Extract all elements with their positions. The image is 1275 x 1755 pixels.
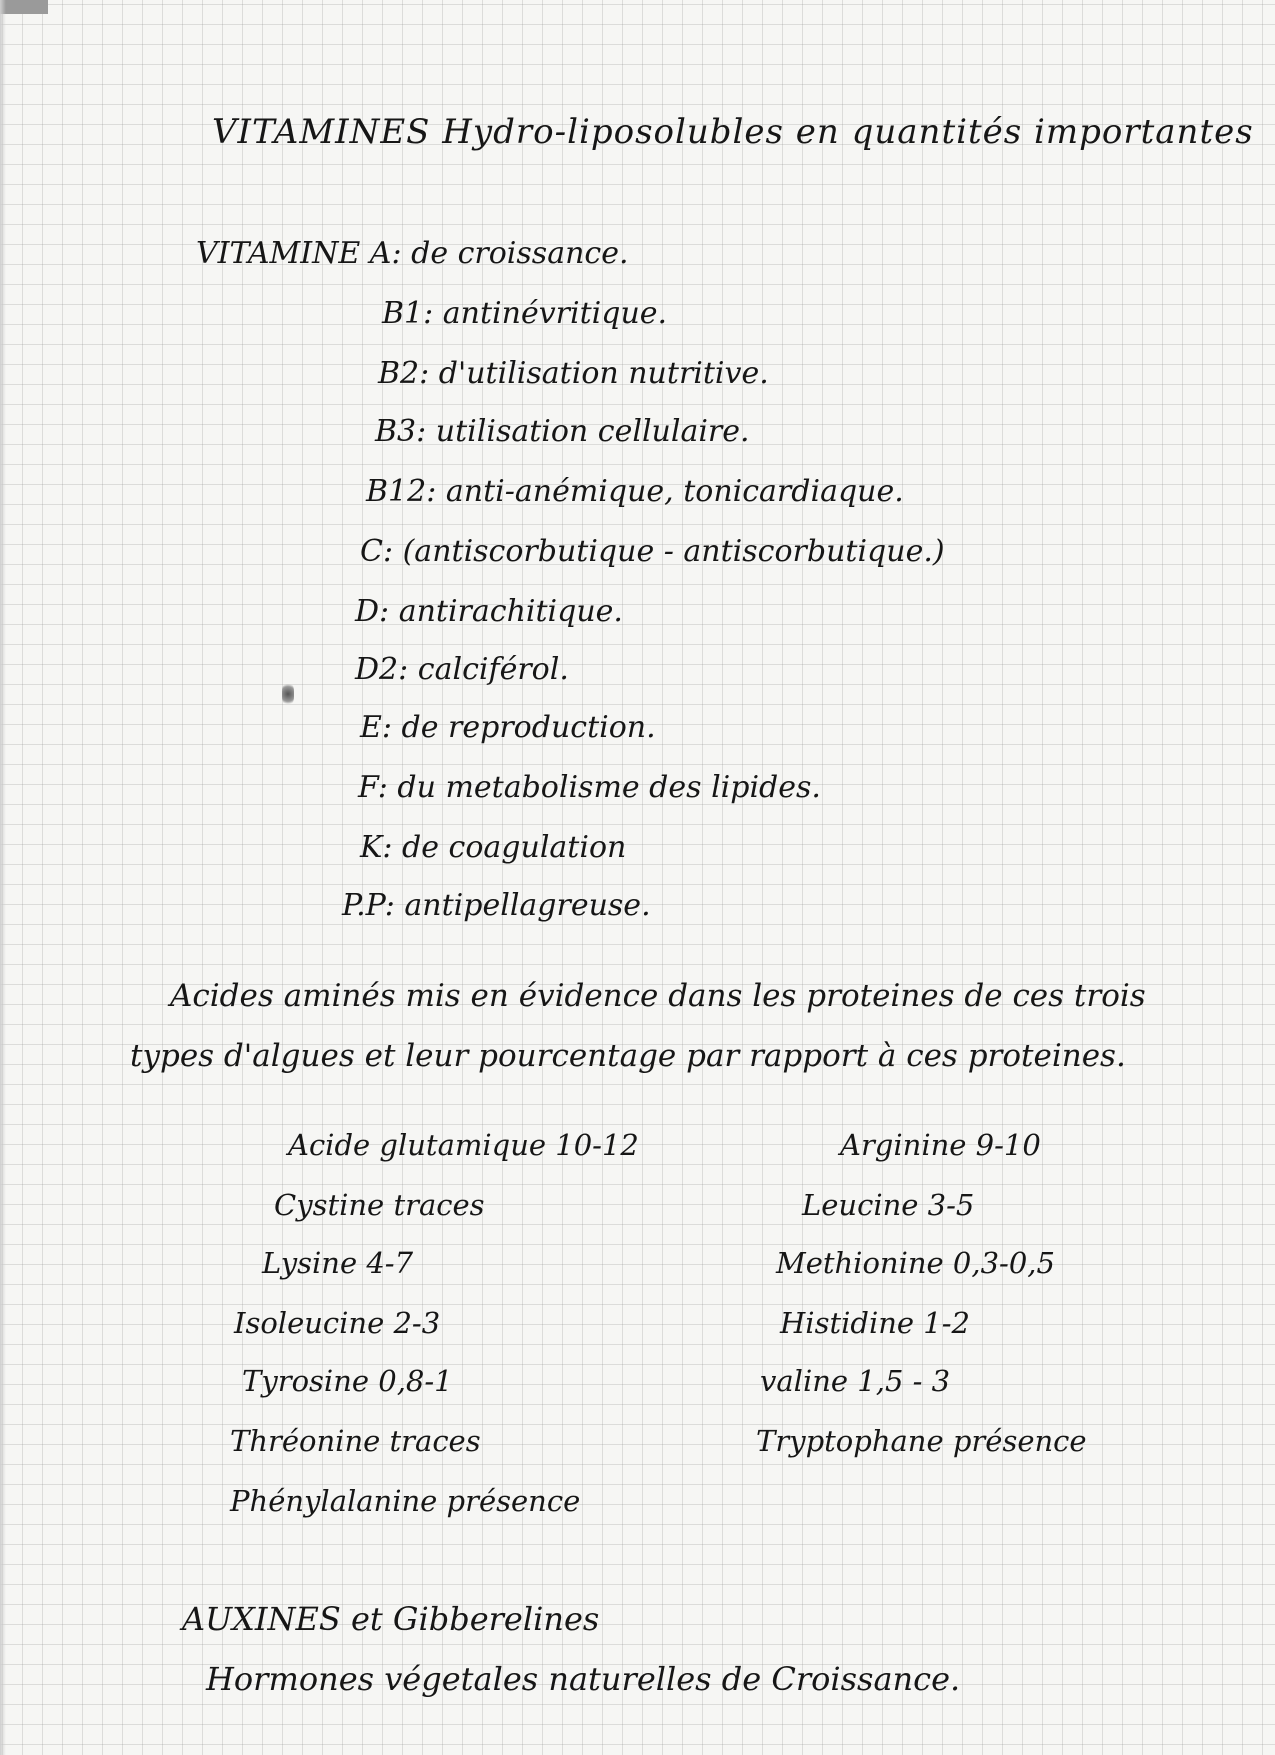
vitamin-line-e: E: de reproduction. bbox=[360, 710, 656, 745]
amino-right-5: valine 1,5 - 3 bbox=[760, 1364, 951, 1398]
vitamin-line-d: D: antirachitique. bbox=[355, 594, 623, 629]
amino-right-4: Histidine 1-2 bbox=[780, 1306, 970, 1340]
vitamin-line-b2: B2: d'utilisation nutritive. bbox=[378, 356, 769, 391]
vitamin-line-f: F: du metabolisme des lipides. bbox=[358, 770, 821, 805]
vitamin-line-c: C: (antiscorbutique - antiscorbutique.) bbox=[360, 534, 945, 569]
amino-left-1: Acide glutamique 10-12 bbox=[288, 1128, 639, 1162]
paragraph-line-1: Acides aminés mis en évidence dans les proteines de ces trois bbox=[170, 978, 1146, 1014]
amino-right-2: Leucine 3-5 bbox=[802, 1188, 975, 1222]
vitamin-line-pp: P.P: antipellagreuse. bbox=[342, 888, 651, 923]
vitamin-line-a: VITAMINE A: de croissance. bbox=[196, 236, 629, 271]
footer-line-2: Hormones végetales naturelles de Croissance. bbox=[206, 1660, 961, 1698]
ink-smudge bbox=[282, 682, 294, 706]
amino-left-6: Thréonine traces bbox=[230, 1424, 481, 1458]
amino-left-2: Cystine traces bbox=[274, 1188, 485, 1222]
vitamin-line-k: K: de coagulation bbox=[360, 830, 627, 865]
vitamin-line-b1: B1: antinévritique. bbox=[382, 296, 668, 331]
amino-right-6: Tryptophane présence bbox=[756, 1424, 1087, 1458]
footer-line-1: AUXINES et Gibberelines bbox=[182, 1600, 600, 1638]
vitamin-line-d2: D2: calciférol. bbox=[355, 652, 569, 687]
amino-left-7: Phénylalanine présence bbox=[230, 1484, 581, 1518]
page-title: VITAMINES Hydro-liposolubles en quantités importantes bbox=[212, 112, 1254, 152]
amino-right-3: Methionine 0,3-0,5 bbox=[776, 1246, 1055, 1280]
amino-left-5: Tyrosine 0,8-1 bbox=[242, 1364, 453, 1398]
vitamin-line-b3: B3: utilisation cellulaire. bbox=[375, 414, 750, 449]
paragraph-line-2: types d'algues et leur pourcentage par rapport à ces proteines. bbox=[130, 1038, 1126, 1074]
amino-right-1: Arginine 9-10 bbox=[840, 1128, 1041, 1162]
vitamin-line-b12: B12: anti-anémique, tonicardiaque. bbox=[366, 474, 904, 509]
amino-left-3: Lysine 4-7 bbox=[262, 1246, 414, 1280]
amino-left-4: Isoleucine 2-3 bbox=[234, 1306, 441, 1340]
